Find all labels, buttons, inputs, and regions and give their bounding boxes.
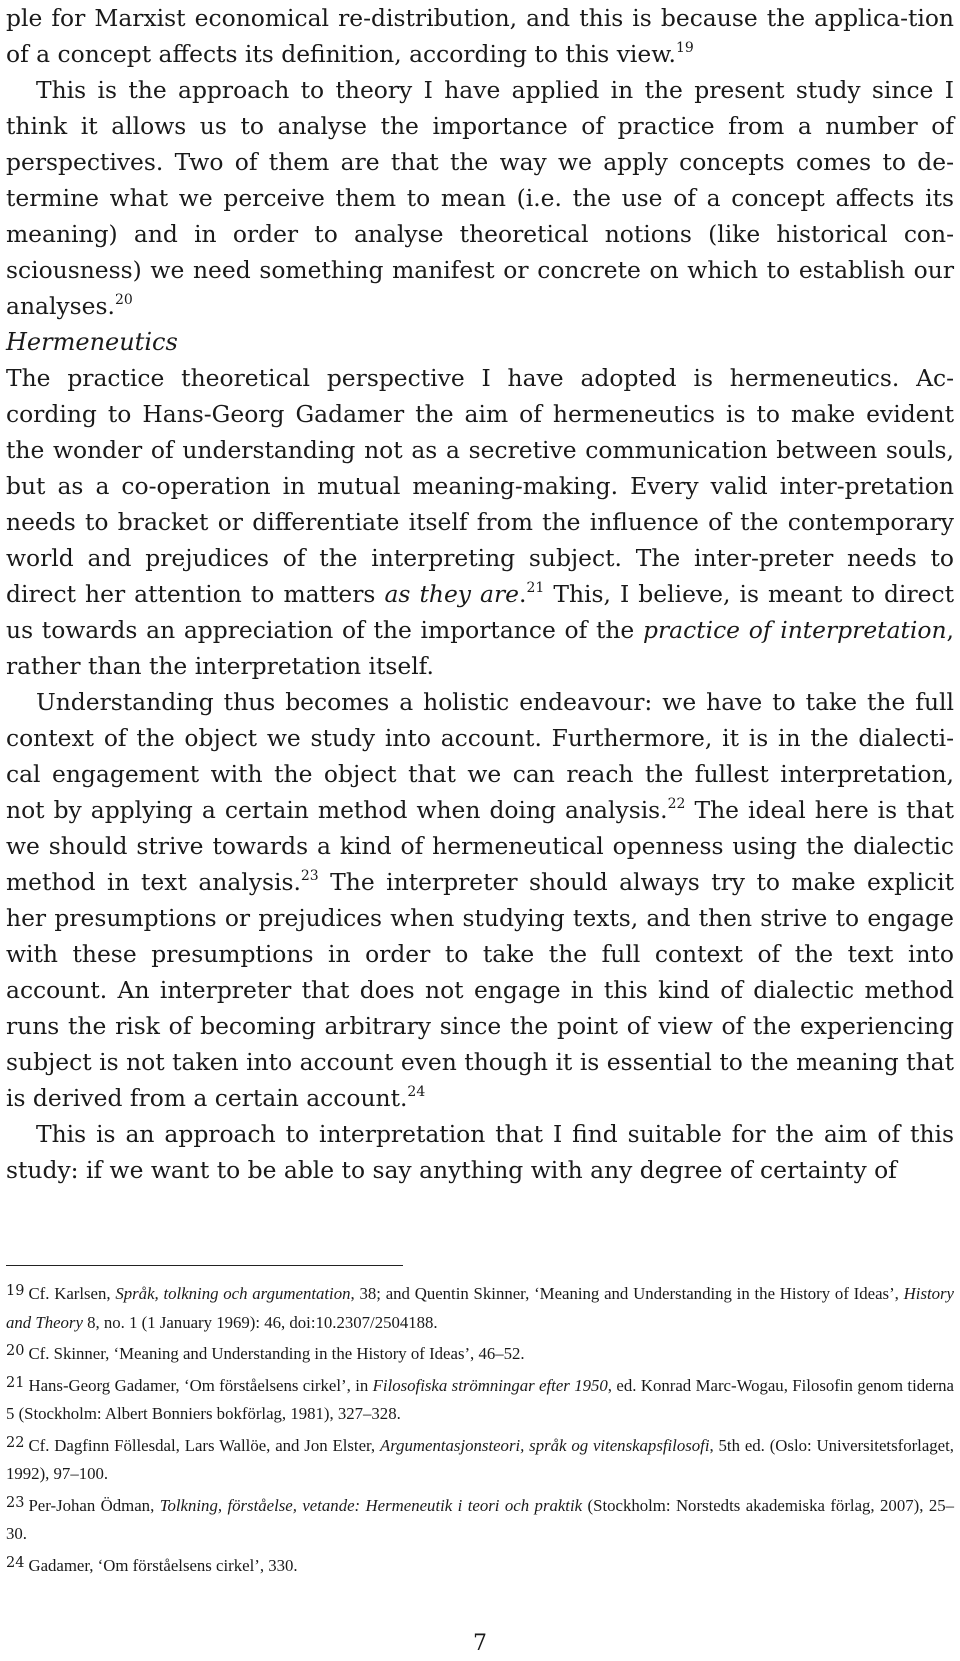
text-run: Per-Johan Ödman, <box>28 1495 160 1515</box>
footnotes <box>6 1277 954 1580</box>
footnote <box>6 1549 954 1581</box>
main-text <box>6 0 954 1188</box>
footnote-ref: 22 <box>667 796 686 812</box>
text-run: The practice theoretical perspective I have adopted is hermeneutics. Ac-cording to Hans-Georg Gadamer the aim of hermeneutics is to make evident the wonder of understanding not as a secretive communication between souls, but as a co-operation in mutual meaning-making. Every valid inter-pretation needs to bracket or differentiate itself from the influence of the contemporary world and prejudices of the interpreting subject. The inter-preter needs to direct her attention to matters <box>6 364 954 608</box>
emphasis: practice of interpretation <box>643 616 947 644</box>
paragraph-continued <box>6 0 954 72</box>
text-run: This is the approach to theory I have applied in the present study since I think it allows us to analyse the importance of practice from a number of perspectives. Two of them are that the way we apply concepts comes to de-termine what we perceive them to mean (i.e. the use of a concept affects its meaning) and in order to analyse theoretical notions (like historical con-sciousness) we need something manifest or concrete on which to establish our analyses. <box>6 76 954 320</box>
footnote-number: 23 <box>6 1494 25 1511</box>
emphasis: Argumentasjonsteori, språk og vitenskapsfilosofi <box>379 1435 710 1455</box>
text-run: , ed. Konrad Marc-Wogau, Filosofin genom tiderna 5 (Stockholm: Albert Bonniers bokförlag, 1981), 327–328. <box>6 1375 954 1423</box>
text-run: This, I believe, is meant to direct us towards an appreciation of the importance of the <box>6 580 955 644</box>
text-run: The interpreter should always try to make explicit her presumptions or prejudices when studying texts, and then strive to engage with these presumptions in order to take the full context of the text into account. An interpreter that does not engage in this kind of dialectic method runs the risk of becoming arbitrary since the point of view of the experiencing subject is not taken into account even though it is essential to the meaning that is derived from a certain account. <box>6 868 954 1112</box>
footnote-ref: 21 <box>526 580 545 596</box>
footnote-divider <box>6 1265 403 1266</box>
text-run: , rather than the interpretation itself. <box>6 616 954 680</box>
text-run: This is an approach to interpretation that I find suitable for the aim of this study: if we want to be able to say anything with any degree of certainty of <box>6 1120 954 1184</box>
text-run: . <box>519 580 527 608</box>
text-run: , 38; and Quentin Skinner, ‘Meaning and Understanding in the History of Ideas’, <box>350 1284 904 1303</box>
footnote-ref: 20 <box>114 292 133 308</box>
footnote <box>6 1429 954 1489</box>
footnote-ref: 23 <box>300 868 319 884</box>
emphasis: History and Theory <box>6 1284 954 1332</box>
emphasis: Filosofiska strömningar efter 1950 <box>372 1375 608 1395</box>
section-heading: Hermeneutics <box>6 328 178 356</box>
page-number: 7 <box>473 1631 487 1656</box>
footnote-ref: 19 <box>675 40 694 56</box>
text-run: Cf. Dagfinn Föllesdal, Lars Wallöe, and Jon Elster, <box>28 1435 380 1455</box>
footnote <box>6 1369 954 1429</box>
text-run: Understanding thus becomes a holistic endeavour: we have to take the full context of the object we study into account. Furthermore, it is in the dialecti-cal engagement with the object that we can reach the fullest interpretation, not by applying a certain method when doing analysis. <box>6 688 954 824</box>
footnote-ref: 24 <box>407 1084 426 1100</box>
emphasis: Tolkning, förståelse, vetande: Hermeneutik i teori och praktik <box>159 1495 583 1515</box>
paragraph <box>6 72 954 324</box>
paragraph <box>6 684 954 1116</box>
text-run: Gadamer, ‘Om förståelsens cirkel’, 330. <box>28 1555 298 1575</box>
text-run: Hans-Georg Gadamer, ‘Om förståelsens cirkel’, in <box>28 1375 373 1395</box>
footnote <box>6 1337 954 1369</box>
emphasis: as they are <box>384 580 520 608</box>
paragraph <box>6 1116 954 1188</box>
paragraph <box>6 360 954 684</box>
text-run: , 5th ed. (Oslo: Universitetsforlaget, 1992), 97–100. <box>6 1435 954 1483</box>
footnote <box>6 1489 954 1549</box>
footnote-number: 22 <box>6 1434 25 1451</box>
footnote-number: 19 <box>6 1283 25 1299</box>
text-run: 8, no. 1 (1 January 1969): 46, doi:10.2307/2504188. <box>82 1312 438 1332</box>
text-run: ple for Marxist economical re-distribution, and this is because the applica-tion of a concept affects its definition, according to this view. <box>6 4 954 68</box>
emphasis: Språk, tolkning och argumentation <box>115 1284 351 1303</box>
text-run: Cf. Skinner, ‘Meaning and Understanding in the History of Ideas’, 46–52. <box>28 1344 525 1363</box>
footnote-number: 21 <box>6 1374 25 1391</box>
text-run: (Stockholm: Norstedts akademiska förlag, 2007), 25–30. <box>6 1495 954 1543</box>
text-run: Cf. Karlsen, <box>28 1284 116 1303</box>
footnote-number: 24 <box>6 1554 25 1571</box>
text-run: The ideal here is that we should strive towards a kind of hermeneutical openness using the dialectic method in text analysis. <box>6 796 954 896</box>
footnote <box>6 1277 954 1337</box>
footnote-number: 20 <box>6 1343 25 1359</box>
